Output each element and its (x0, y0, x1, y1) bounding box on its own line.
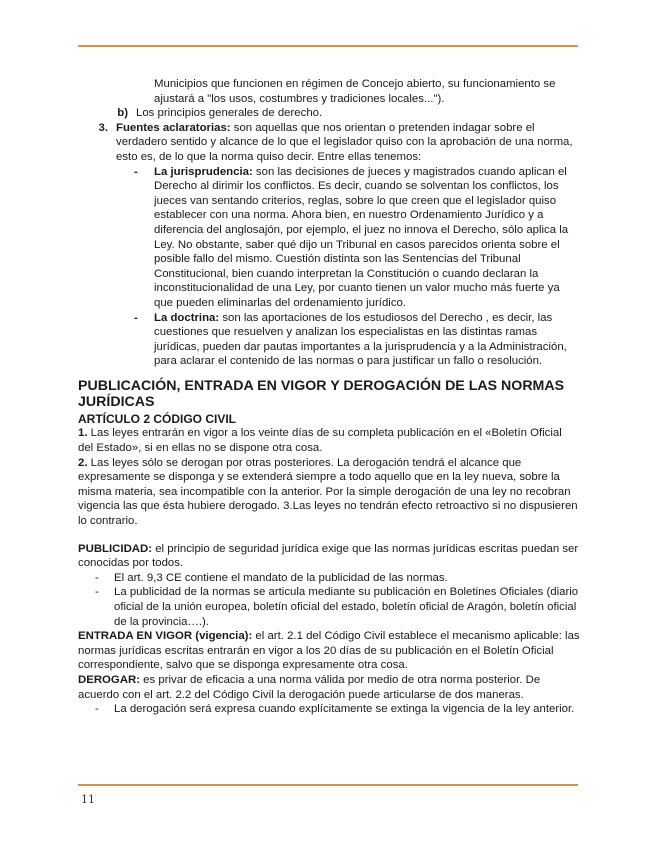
list-item-text: La derogación será expresa cuando explícitamente se extinga la vigencia de la ley anterior. (114, 703, 575, 716)
dash-marker: - (134, 311, 138, 324)
term-description: son las decisiones de jueces y magistrados cuando aplican el Derecho al dirimir los conflictos. Es decir, cuando se solventan los conflictos, los jueces van sentando criterios, reglas, sobre lo que creen que el legislador quiso establecer con una norma. Ahora bien, en nuestro Ordenamiento Jurídico y a diferencia del anglosajón, por ejemplo, el juez no innova el Derecho, sólo aplica la Ley. No obstante, saber qué dijo un Tribunal en casos parecidos orienta sobre el posible fallo del mismo. Cuestión distinta son las Sentencias del Tribunal Constitucional, bien cuando interpretan la Constitución o cuando declaran la inconstitucionalidad de una Ley, por cuanto tienen un valor mucho más fuerte ya que pueden eliminarlas del ordenamiento jurídico. (154, 165, 569, 309)
entrada-paragraph (78, 629, 580, 673)
article-paragraph-1 (78, 426, 580, 455)
dash-marker: - (95, 703, 99, 716)
article-text: Las leyes sólo se derogan por otras posteriores. La derogación tendrá el alcance que expresamente se disponga y se extenderá siempre a todo aquello que en la ley nueva, sobre la misma materia, sea incompatible con la anterior. Por la simple derogación de una ley no recobran vigencia las que ésta hubiere derogado. 3.Las leyes no tendrán efecto retroactivo si no dispusieren lo contrario. (78, 456, 578, 528)
publicidad-paragraph (78, 542, 580, 571)
sub-item-doctrina (78, 311, 580, 369)
sub-item-jurisprudencia (78, 165, 580, 311)
term-description: son las aportaciones de los estudiosos del Derecho , es decir, las cuestiones que resuelven y analizan los especialistas en las distintas ramas jurídicas, pueden dar pautas importantes a la jurisprudencia y a la Administración, para aclarar el contenido de las normas o para justificar un fallo o resolución. (154, 311, 567, 368)
sub-item-text (154, 165, 580, 311)
term-entrada-en-vigor: ENTRADA EN VIGOR (vigencia): (78, 630, 253, 643)
list-item-text: El art. 9,3 CE contiene el mandato de la publicidad de las normas. (114, 571, 448, 584)
list-item-text: Los principios generales de derecho. (136, 107, 323, 120)
list-item-3 (78, 121, 580, 165)
footer-rule (78, 784, 578, 786)
continued-paragraph: Municipios que funcionen en régimen de Concejo abierto, su funcionamiento se ajustará a "los usos, costumbres y tradiciones locales..."). (154, 78, 556, 105)
pub-list-item (78, 585, 580, 629)
dash-marker: - (95, 571, 99, 584)
header-rule (78, 45, 578, 47)
article-paragraph-2 (78, 456, 580, 529)
list-item-b (78, 106, 580, 121)
term-jurisprudencia: La jurisprudencia: (154, 165, 253, 178)
term-description: es privar de eficacia a una norma válida por medio de otra norma posterior. De acuerdo con el art. 2.2 del Código Civil la derogación puede articularse de dos maneras. (78, 673, 541, 701)
article-number: 2. (78, 456, 88, 469)
term-description: son aquellas que nos orientan o pretenden indagar sobre el verdadero sentido y alcance de lo que el legislador quiso con la aprobación de una norma, esto es, de lo que la norma quiso decir. Entre ellas tenemos: (116, 121, 573, 163)
term-derogar: DEROGAR: (78, 673, 141, 686)
dash-marker: - (95, 586, 99, 599)
list-marker: b) (117, 107, 128, 120)
term-fuentes: Fuentes aclaratorias: (116, 121, 231, 134)
section-subheading: ARTÍCULO 2 CÓDIGO CIVIL (78, 411, 237, 426)
document-body (78, 77, 580, 717)
term-description: el principio de seguridad jurídica exige que las normas jurídicas escritas puedan ser conocidas por todos. (78, 542, 579, 570)
article-number: 1. (78, 427, 88, 440)
derogar-paragraph (78, 673, 580, 702)
der-list-item (78, 702, 580, 717)
spacer (78, 529, 580, 542)
sub-item-text (154, 311, 580, 369)
page-number: 11 (81, 793, 95, 806)
section-heading: PUBLICACIÓN, ENTRADA EN VIGOR Y DEROGACIÓN DE LAS NORMAS JURÍDICAS (78, 377, 565, 411)
list-marker: 3. (98, 121, 108, 134)
list-item-text: La publicidad de la normas se articula mediante su publicación en Boletines Oficiales (diario oficial de la unión europea, boletín oficial del estado, boletín oficial de Aragón, boletín oficial de la provincia….). (114, 586, 579, 628)
term-doctrina: La doctrina: (154, 311, 220, 324)
list-item-text (116, 121, 580, 165)
pub-list-item (78, 571, 580, 586)
article-text: Las leyes entrarán en vigor a los veinte días de su completa publicación en el «Boletín Oficial del Estado», si en ellas no se dispone otra cosa. (78, 427, 562, 455)
term-description: el art. 2.1 del Código Civil establece el mecanismo aplicable: las normas jurídicas escritas entrarán en vigor a los 20 días de su publicación en el Boletín Oficial correspondiente, salvo que se disponga expresamente otra cosa. (78, 630, 580, 672)
term-publicidad: PUBLICIDAD: (78, 542, 153, 555)
dash-marker: - (134, 165, 138, 178)
